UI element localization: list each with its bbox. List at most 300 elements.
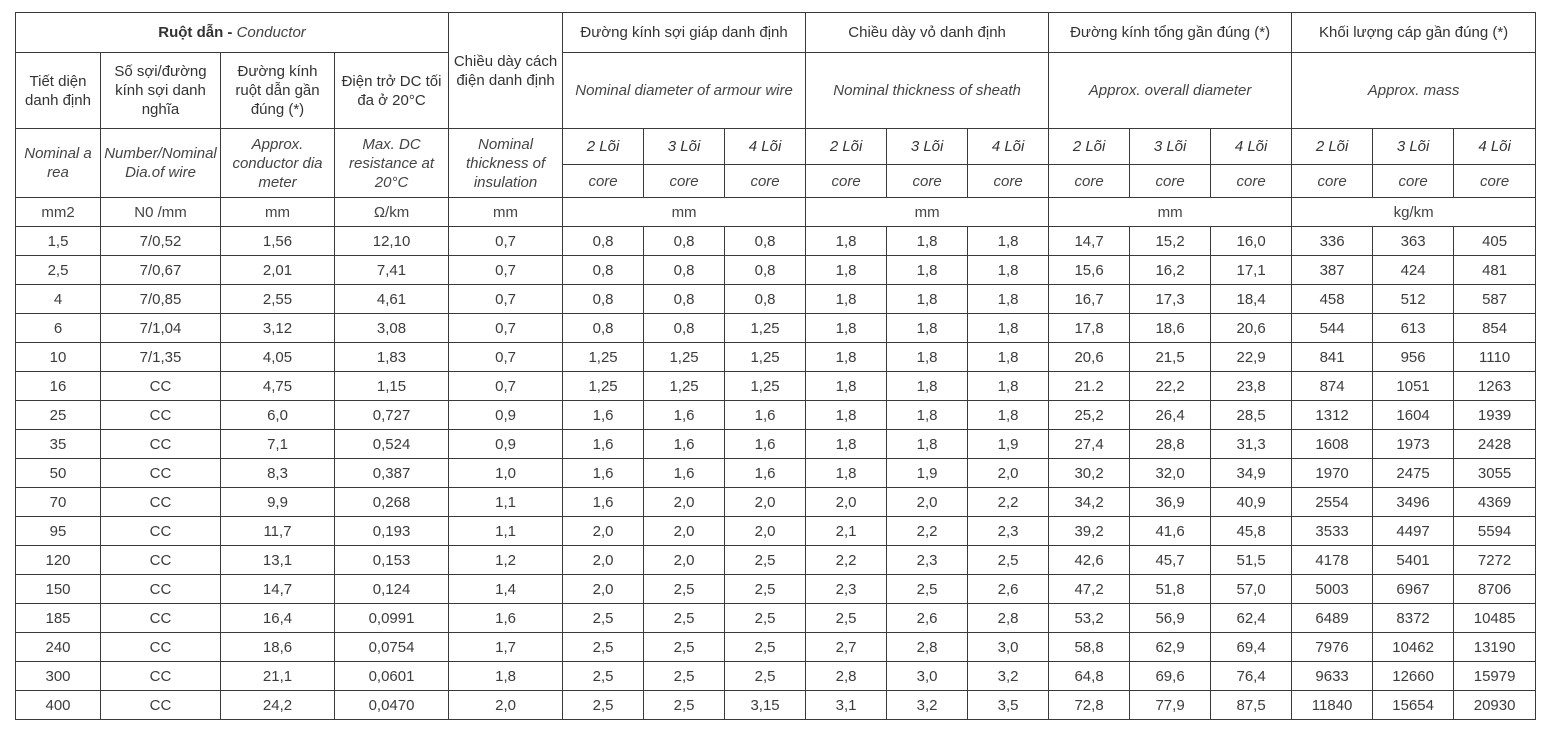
- cell-armour-3: 0,8: [644, 314, 725, 343]
- cell-wires: CC: [101, 546, 221, 575]
- cell-sheath-2: 2,1: [806, 517, 887, 546]
- cell-wires: CC: [101, 604, 221, 633]
- cell-mass-2: 6489: [1292, 604, 1373, 633]
- cell-overall-dia-3: 32,0: [1130, 459, 1211, 488]
- wires-header-vi: Số sợi/đường kính sợi danh nghĩa: [101, 53, 221, 129]
- core-label-4: 4 Lõi: [1454, 129, 1536, 165]
- mass-unit: kg/km: [1292, 198, 1536, 227]
- cell-sheath-3: 1,8: [887, 401, 968, 430]
- overall-diameter-unit: mm: [1049, 198, 1292, 227]
- cell-area: 400: [16, 691, 101, 720]
- cell-wires: CC: [101, 691, 221, 720]
- header-row-2: [16, 53, 1536, 129]
- cell-overall-dia-3: 56,9: [1130, 604, 1211, 633]
- cell-mass-3: 5401: [1373, 546, 1454, 575]
- cell-cond-dia: 13,1: [221, 546, 335, 575]
- cell-sheath-3: 3,0: [887, 662, 968, 691]
- cell-overall-dia-2: 53,2: [1049, 604, 1130, 633]
- cell-mass-2: 7976: [1292, 633, 1373, 662]
- cell-mass-3: 363: [1373, 227, 1454, 256]
- cell-wires: 7/1,35: [101, 343, 221, 372]
- cell-mass-2: 1312: [1292, 401, 1373, 430]
- header-row-1: [16, 13, 1536, 53]
- cell-armour-2: 2,0: [563, 546, 644, 575]
- conductor-group-en: Conductor: [236, 24, 306, 41]
- cell-cond-dia: 14,7: [221, 575, 335, 604]
- cell-mass-2: 544: [1292, 314, 1373, 343]
- cell-insulation: 1,7: [449, 633, 563, 662]
- cell-overall-dia-2: 42,6: [1049, 546, 1130, 575]
- overall-diameter-group-header: Đường kính tổng gần đúng (*): [1049, 13, 1292, 53]
- cell-armour-2: 1,25: [563, 343, 644, 372]
- cell-mass-4: 2428: [1454, 430, 1536, 459]
- cell-sheath-2: 1,8: [806, 343, 887, 372]
- cell-sheath-4: 1,8: [968, 372, 1049, 401]
- cell-sheath-4: 1,9: [968, 430, 1049, 459]
- cell-armour-4: 0,8: [725, 285, 806, 314]
- cell-mass-3: 613: [1373, 314, 1454, 343]
- core-label-3: 3 Lõi: [887, 129, 968, 165]
- armour-group-header: Đường kính sợi giáp danh định: [563, 13, 806, 53]
- core-en: core: [968, 165, 1049, 198]
- cell-sheath-3: 2,6: [887, 604, 968, 633]
- cell-overall-dia-2: 27,4: [1049, 430, 1130, 459]
- cell-overall-dia-4: 51,5: [1211, 546, 1292, 575]
- cell-mass-2: 841: [1292, 343, 1373, 372]
- mass-group-en: Approx. mass: [1292, 53, 1536, 129]
- cell-area: 300: [16, 662, 101, 691]
- cell-resistance: 0,0754: [335, 633, 449, 662]
- cell-mass-4: 8706: [1454, 575, 1536, 604]
- cell-armour-4: 3,15: [725, 691, 806, 720]
- overall-diameter-group-en: Approx. overall diameter: [1049, 53, 1292, 129]
- cell-insulation: 0,9: [449, 430, 563, 459]
- cell-cond-dia: 4,75: [221, 372, 335, 401]
- core-en: core: [1130, 165, 1211, 198]
- cell-overall-dia-3: 77,9: [1130, 691, 1211, 720]
- data-body: [16, 227, 1536, 720]
- cell-sheath-3: 1,8: [887, 372, 968, 401]
- cell-overall-dia-4: 45,8: [1211, 517, 1292, 546]
- cell-mass-2: 1608: [1292, 430, 1373, 459]
- cell-sheath-4: 1,8: [968, 227, 1049, 256]
- cell-insulation: 1,0: [449, 459, 563, 488]
- cell-mass-3: 424: [1373, 256, 1454, 285]
- cell-overall-dia-2: 14,7: [1049, 227, 1130, 256]
- cell-overall-dia-3: 45,7: [1130, 546, 1211, 575]
- cell-overall-dia-4: 20,6: [1211, 314, 1292, 343]
- cell-cond-dia: 1,56: [221, 227, 335, 256]
- core-label-2: 2 Lõi: [806, 129, 887, 165]
- cell-sheath-2: 1,8: [806, 430, 887, 459]
- core-en: core: [806, 165, 887, 198]
- table-row: [16, 430, 1536, 459]
- wires-header-en: Number/Nominal Dia.of wire: [101, 129, 221, 198]
- cell-armour-4: 2,0: [725, 488, 806, 517]
- core-label-2: 2 Lõi: [1049, 129, 1130, 165]
- cell-overall-dia-2: 58,8: [1049, 633, 1130, 662]
- cond-dia-unit: mm: [221, 198, 335, 227]
- cell-overall-dia-4: 57,0: [1211, 575, 1292, 604]
- cell-cond-dia: 8,3: [221, 459, 335, 488]
- cell-armour-3: 1,6: [644, 430, 725, 459]
- conductor-group-header: [16, 13, 449, 53]
- core-en: core: [887, 165, 968, 198]
- table-row: [16, 459, 1536, 488]
- cell-sheath-2: 2,5: [806, 604, 887, 633]
- cell-overall-dia-3: 22,2: [1130, 372, 1211, 401]
- cell-overall-dia-2: 17,8: [1049, 314, 1130, 343]
- cell-mass-4: 20930: [1454, 691, 1536, 720]
- cell-sheath-2: 2,3: [806, 575, 887, 604]
- cell-mass-4: 405: [1454, 227, 1536, 256]
- cell-mass-3: 512: [1373, 285, 1454, 314]
- core-en: core: [644, 165, 725, 198]
- cell-resistance: 0,124: [335, 575, 449, 604]
- cell-mass-4: 587: [1454, 285, 1536, 314]
- cell-armour-3: 1,25: [644, 372, 725, 401]
- cell-armour-4: 2,5: [725, 546, 806, 575]
- cell-mass-4: 4369: [1454, 488, 1536, 517]
- area-header-vi: Tiết diện danh định: [16, 53, 101, 129]
- cell-insulation: 1,1: [449, 488, 563, 517]
- cell-sheath-3: 1,9: [887, 459, 968, 488]
- cell-overall-dia-4: 31,3: [1211, 430, 1292, 459]
- cell-overall-dia-3: 21,5: [1130, 343, 1211, 372]
- core-en: core: [1211, 165, 1292, 198]
- cell-insulation: 0,9: [449, 401, 563, 430]
- cell-armour-3: 2,5: [644, 662, 725, 691]
- table-row: [16, 343, 1536, 372]
- cell-overall-dia-3: 69,6: [1130, 662, 1211, 691]
- resistance-unit: Ω/km: [335, 198, 449, 227]
- cell-overall-dia-2: 34,2: [1049, 488, 1130, 517]
- cell-armour-3: 0,8: [644, 256, 725, 285]
- cell-armour-2: 1,6: [563, 430, 644, 459]
- cell-overall-dia-4: 23,8: [1211, 372, 1292, 401]
- cell-sheath-2: 2,7: [806, 633, 887, 662]
- cell-resistance: 0,268: [335, 488, 449, 517]
- cell-sheath-3: 2,3: [887, 546, 968, 575]
- cell-sheath-4: 1,8: [968, 314, 1049, 343]
- cell-area: 25: [16, 401, 101, 430]
- cell-mass-3: 8372: [1373, 604, 1454, 633]
- cell-cond-dia: 18,6: [221, 633, 335, 662]
- wires-unit: N0 /mm: [101, 198, 221, 227]
- cell-armour-4: 1,6: [725, 401, 806, 430]
- cell-armour-2: 2,5: [563, 604, 644, 633]
- cell-insulation: 0,7: [449, 343, 563, 372]
- cell-sheath-4: 3,2: [968, 662, 1049, 691]
- cell-mass-3: 10462: [1373, 633, 1454, 662]
- cell-insulation: 0,7: [449, 227, 563, 256]
- cell-sheath-2: 1,8: [806, 372, 887, 401]
- cell-armour-3: 2,5: [644, 691, 725, 720]
- table-row: [16, 604, 1536, 633]
- cell-resistance: 0,0991: [335, 604, 449, 633]
- cell-mass-2: 458: [1292, 285, 1373, 314]
- cell-sheath-3: 1,8: [887, 285, 968, 314]
- cell-armour-2: 2,0: [563, 517, 644, 546]
- cell-area: 2,5: [16, 256, 101, 285]
- cell-overall-dia-4: 28,5: [1211, 401, 1292, 430]
- cell-mass-2: 9633: [1292, 662, 1373, 691]
- cell-sheath-4: 2,0: [968, 459, 1049, 488]
- cell-overall-dia-4: 17,1: [1211, 256, 1292, 285]
- cell-mass-2: 3533: [1292, 517, 1373, 546]
- cell-overall-dia-3: 17,3: [1130, 285, 1211, 314]
- core-label-3: 3 Lõi: [1373, 129, 1454, 165]
- cell-cond-dia: 6,0: [221, 401, 335, 430]
- cell-cond-dia: 7,1: [221, 430, 335, 459]
- cell-wires: CC: [101, 372, 221, 401]
- cell-sheath-2: 1,8: [806, 314, 887, 343]
- cell-sheath-3: 1,8: [887, 227, 968, 256]
- insulation-header-vi: Chiều dày cách điện danh định: [449, 13, 563, 129]
- cell-armour-2: 1,6: [563, 459, 644, 488]
- cell-armour-3: 2,5: [644, 604, 725, 633]
- cell-sheath-4: 2,8: [968, 604, 1049, 633]
- cell-sheath-4: 2,2: [968, 488, 1049, 517]
- cell-overall-dia-2: 21.2: [1049, 372, 1130, 401]
- cell-area: 185: [16, 604, 101, 633]
- table-row: [16, 633, 1536, 662]
- cell-sheath-3: 1,8: [887, 314, 968, 343]
- cell-armour-4: 2,5: [725, 575, 806, 604]
- mass-group-header: Khối lượng cáp gần đúng (*): [1292, 13, 1536, 53]
- core-en: core: [1454, 165, 1536, 198]
- cell-armour-2: 1,6: [563, 488, 644, 517]
- cell-overall-dia-3: 41,6: [1130, 517, 1211, 546]
- cell-sheath-2: 2,0: [806, 488, 887, 517]
- cell-armour-3: 2,5: [644, 575, 725, 604]
- cell-resistance: 0,0601: [335, 662, 449, 691]
- cell-insulation: 1,2: [449, 546, 563, 575]
- cell-mass-3: 1973: [1373, 430, 1454, 459]
- table-row: [16, 662, 1536, 691]
- cell-area: 150: [16, 575, 101, 604]
- core-label-4: 4 Lõi: [725, 129, 806, 165]
- cell-mass-4: 481: [1454, 256, 1536, 285]
- cell-overall-dia-3: 15,2: [1130, 227, 1211, 256]
- core-label-4: 4 Lõi: [1211, 129, 1292, 165]
- cell-resistance: 12,10: [335, 227, 449, 256]
- cell-armour-2: 0,8: [563, 256, 644, 285]
- cell-insulation: 0,7: [449, 372, 563, 401]
- core-label-4: 4 Lõi: [968, 129, 1049, 165]
- table-row: [16, 517, 1536, 546]
- cell-mass-4: 15979: [1454, 662, 1536, 691]
- cell-area: 120: [16, 546, 101, 575]
- unit-row: [16, 198, 1536, 227]
- core-label-2: 2 Lõi: [1292, 129, 1373, 165]
- cell-overall-dia-2: 72,8: [1049, 691, 1130, 720]
- cell-area: 16: [16, 372, 101, 401]
- cell-armour-4: 2,5: [725, 633, 806, 662]
- cell-overall-dia-4: 16,0: [1211, 227, 1292, 256]
- cell-sheath-4: 1,8: [968, 256, 1049, 285]
- cell-sheath-2: 2,2: [806, 546, 887, 575]
- cell-sheath-3: 2,5: [887, 575, 968, 604]
- cell-area: 10: [16, 343, 101, 372]
- table-row: [16, 575, 1536, 604]
- cell-cond-dia: 16,4: [221, 604, 335, 633]
- cell-wires: CC: [101, 575, 221, 604]
- cell-sheath-3: 2,8: [887, 633, 968, 662]
- cell-armour-2: 0,8: [563, 314, 644, 343]
- table-row: [16, 285, 1536, 314]
- cell-overall-dia-3: 62,9: [1130, 633, 1211, 662]
- cell-mass-2: 11840: [1292, 691, 1373, 720]
- cell-armour-4: 0,8: [725, 256, 806, 285]
- cell-wires: CC: [101, 633, 221, 662]
- cell-sheath-4: 1,8: [968, 343, 1049, 372]
- core-en: core: [563, 165, 644, 198]
- cell-overall-dia-2: 25,2: [1049, 401, 1130, 430]
- cell-mass-2: 1970: [1292, 459, 1373, 488]
- cell-resistance: 0,0470: [335, 691, 449, 720]
- cell-sheath-4: 1,8: [968, 401, 1049, 430]
- cell-mass-3: 2475: [1373, 459, 1454, 488]
- cell-armour-3: 1,6: [644, 401, 725, 430]
- table-row: [16, 488, 1536, 517]
- cell-armour-2: 2,0: [563, 575, 644, 604]
- table-row: [16, 372, 1536, 401]
- cell-area: 240: [16, 633, 101, 662]
- insulation-unit: mm: [449, 198, 563, 227]
- cell-insulation: 1,1: [449, 517, 563, 546]
- cell-sheath-4: 3,5: [968, 691, 1049, 720]
- cell-area: 6: [16, 314, 101, 343]
- cell-resistance: 4,61: [335, 285, 449, 314]
- cell-armour-4: 2,5: [725, 662, 806, 691]
- cell-armour-4: 0,8: [725, 227, 806, 256]
- cell-insulation: 1,8: [449, 662, 563, 691]
- cell-sheath-3: 1,8: [887, 430, 968, 459]
- cell-armour-3: 1,25: [644, 343, 725, 372]
- cell-sheath-4: 2,6: [968, 575, 1049, 604]
- cell-mass-3: 956: [1373, 343, 1454, 372]
- cell-resistance: 1,15: [335, 372, 449, 401]
- cell-mass-3: 15654: [1373, 691, 1454, 720]
- cell-sheath-2: 1,8: [806, 401, 887, 430]
- cell-insulation: 0,7: [449, 314, 563, 343]
- header-row-3: [16, 129, 1536, 165]
- cell-resistance: 0,193: [335, 517, 449, 546]
- cell-area: 35: [16, 430, 101, 459]
- cell-armour-4: 2,5: [725, 604, 806, 633]
- conductor-group-vi: Ruột dẫn -: [158, 24, 233, 41]
- cell-mass-4: 1939: [1454, 401, 1536, 430]
- cell-overall-dia-3: 36,9: [1130, 488, 1211, 517]
- cell-armour-4: 1,6: [725, 459, 806, 488]
- cell-overall-dia-4: 22,9: [1211, 343, 1292, 372]
- cell-armour-3: 2,5: [644, 633, 725, 662]
- cell-resistance: 0,387: [335, 459, 449, 488]
- cell-area: 50: [16, 459, 101, 488]
- insulation-header-en: Nominal thickness of insulation: [449, 129, 563, 198]
- cell-cond-dia: 11,7: [221, 517, 335, 546]
- cell-armour-3: 1,6: [644, 459, 725, 488]
- cell-mass-4: 3055: [1454, 459, 1536, 488]
- cell-mass-3: 4497: [1373, 517, 1454, 546]
- cell-sheath-2: 1,8: [806, 256, 887, 285]
- cell-overall-dia-4: 62,4: [1211, 604, 1292, 633]
- cell-armour-4: 1,25: [725, 314, 806, 343]
- table-row: [16, 227, 1536, 256]
- cell-cond-dia: 2,55: [221, 285, 335, 314]
- cell-sheath-3: 1,8: [887, 343, 968, 372]
- cell-armour-2: 2,5: [563, 633, 644, 662]
- sheath-group-header: Chiều dày vỏ danh định: [806, 13, 1049, 53]
- table-row: [16, 314, 1536, 343]
- cell-wires: CC: [101, 459, 221, 488]
- cell-sheath-3: 2,0: [887, 488, 968, 517]
- area-header-en: Nominal a rea: [16, 129, 101, 198]
- table-row: [16, 401, 1536, 430]
- table-row: [16, 256, 1536, 285]
- cell-overall-dia-4: 18,4: [1211, 285, 1292, 314]
- core-label-2: 2 Lõi: [563, 129, 644, 165]
- cell-overall-dia-2: 47,2: [1049, 575, 1130, 604]
- cell-sheath-4: 1,8: [968, 285, 1049, 314]
- cell-sheath-2: 1,8: [806, 285, 887, 314]
- cell-armour-4: 2,0: [725, 517, 806, 546]
- cell-insulation: 1,4: [449, 575, 563, 604]
- cell-armour-3: 2,0: [644, 546, 725, 575]
- cell-wires: 7/1,04: [101, 314, 221, 343]
- cable-spec-table: [15, 12, 1536, 720]
- cell-armour-2: 2,5: [563, 662, 644, 691]
- core-en: core: [1373, 165, 1454, 198]
- table-row: [16, 546, 1536, 575]
- cell-armour-2: 2,5: [563, 691, 644, 720]
- cell-wires: CC: [101, 430, 221, 459]
- cell-resistance: 7,41: [335, 256, 449, 285]
- cell-sheath-3: 1,8: [887, 256, 968, 285]
- cell-mass-2: 336: [1292, 227, 1373, 256]
- cell-mass-2: 4178: [1292, 546, 1373, 575]
- cell-wires: 7/0,52: [101, 227, 221, 256]
- cell-armour-4: 1,6: [725, 430, 806, 459]
- sheath-group-en: Nominal thickness of sheath: [806, 53, 1049, 129]
- cell-mass-2: 2554: [1292, 488, 1373, 517]
- cell-mass-3: 3496: [1373, 488, 1454, 517]
- cell-mass-3: 1051: [1373, 372, 1454, 401]
- cell-wires: CC: [101, 662, 221, 691]
- cell-overall-dia-2: 16,7: [1049, 285, 1130, 314]
- resistance-header-en: Max. DC resistance at 20°C: [335, 129, 449, 198]
- cell-wires: 7/0,67: [101, 256, 221, 285]
- cell-overall-dia-2: 20,6: [1049, 343, 1130, 372]
- cell-armour-3: 0,8: [644, 285, 725, 314]
- sheath-unit: mm: [806, 198, 1049, 227]
- cell-area: 70: [16, 488, 101, 517]
- cond-dia-header-vi: Đường kính ruột dẫn gần đúng (*): [221, 53, 335, 129]
- resistance-header-vi: Điện trở DC tối đa ở 20°C: [335, 53, 449, 129]
- cell-overall-dia-2: 39,2: [1049, 517, 1130, 546]
- core-en: core: [1292, 165, 1373, 198]
- core-en: core: [1049, 165, 1130, 198]
- cell-armour-2: 1,6: [563, 401, 644, 430]
- cell-mass-4: 1110: [1454, 343, 1536, 372]
- cell-cond-dia: 3,12: [221, 314, 335, 343]
- cell-armour-4: 1,25: [725, 343, 806, 372]
- cell-cond-dia: 21,1: [221, 662, 335, 691]
- cell-cond-dia: 2,01: [221, 256, 335, 285]
- core-label-3: 3 Lõi: [644, 129, 725, 165]
- cell-armour-2: 0,8: [563, 227, 644, 256]
